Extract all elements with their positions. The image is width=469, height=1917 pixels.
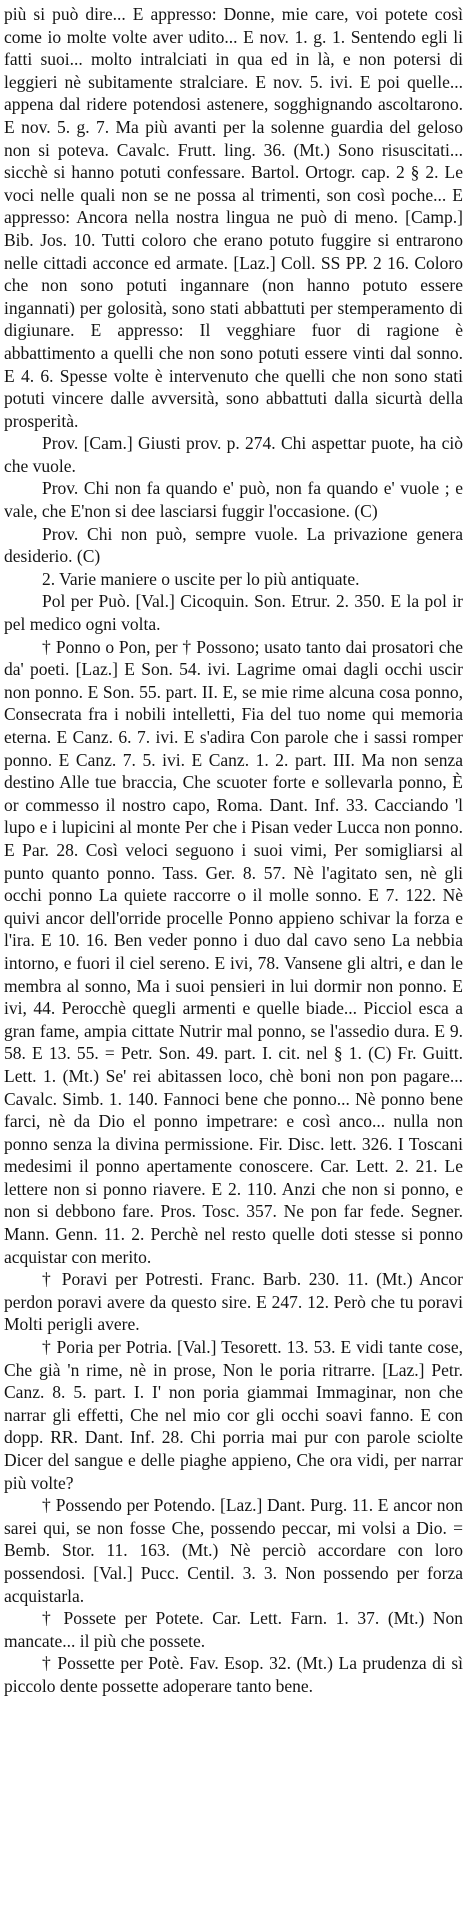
paragraph-text: † Possendo per Potendo. [Laz.] Dant. Purg. 11. E ancor non sarei qui, se non fosse Che, possendo peccar, mi volsi a Dio. = Bemb. Stor. 11. 163. (Mt.) Nè perciò accordare con loro possendosi. [Val.] Pucc. Centil. 3. 3. Non possendo per forza acquistarla.	[4, 1495, 463, 1606]
section-heading	[4, 568, 463, 591]
entry-paragraph	[4, 636, 463, 1269]
paragraph-text: Prov. Chi non può, sempre vuole. La privazione genera desiderio. (C)	[4, 523, 463, 567]
paragraph-text: Prov. [Cam.] Giusti prov. p. 274. Chi aspettar puote, ha ciò che vuole.	[4, 433, 463, 476]
section-heading-text: 2. Varie maniere o uscite per lo più antiquate.	[42, 568, 360, 589]
paragraph-text: † Poravi per Potresti. Franc. Barb. 230. 11. (Mt.) Ancor perdon poravi avere da questo sire. E 247. 12. Però che tu poravi Molti perigli avere.	[4, 1269, 463, 1335]
entry-paragraph	[4, 1336, 463, 1494]
paragraph-text: † Possette per Potè. Fav. Esop. 32. (Mt.) La prudenza di sì piccolo dente possette adoperare tanto bene.	[4, 1653, 463, 1696]
entry-paragraph	[4, 1607, 463, 1652]
paragraph-text: Prov. Chi non fa quando e' può, non fa quando e' vuole ; e vale, che E'non si dee lasciarsi fuggir l'occasione. (C)	[4, 478, 463, 522]
paragraph-text: più si può dire... E appresso: Donne, mie care, voi potete così come io molte volte aver udito... E nov. 1. g. 1. Sentendo egli li fatti suoi... molto intralciati in qua ed in là, e non potersi di leggieri nè subitamente stralciare. E nov. 5. ivi. E poi quelle... appena dal ridere potendosi astenere, sogghignando ascoltarono. E nov. 5. g. 7. Ma più avanti per la solenne guardia del geloso non si poteva. Cavalc. Frutt. ling. 36. (Mt.) Sono risuscitati... sicchè si hanno potuti confessare. Bartol. Ortogr. cap. 2 § 2. Le voci nelle quali non se ne possa al trimenti, son così poche... E appresso: Ancora nella nostra lingua ne può di meno. [Camp.] Bib. Jos. 10. Tutti coloro che erano potuto fuggire si entrarono nelle cittadi acconce ed armate. [Laz.] Coll. SS PP. 2 16. Coloro che non sono potuti ingannare (non hanno potuto essere ingannati) per golosità, sono stati abbattuti per stemperamento di digiunare. E appresso: Il vegghiare fuor di ragione è abbattimento a quelli che non sono potuti essere vinti dal sonno. E 4. 6. Spesse volte è intervenuto che quelli che non sono stati potuti vincere dalle avversità, sono abbattuti dalla sicurtà della prosperità.	[4, 4, 463, 431]
entry-paragraph	[4, 1652, 463, 1697]
paragraph-continuation	[4, 3, 463, 432]
paragraph-text: † Poria per Potria. [Val.] Tesorett. 13. 53. E vidi tante cose, Che già 'n rime, nè in prose, Non le poria ritrarre. [Laz.] Petr. Canz. 8. 5. part. I. I' non poria giammai Immaginar, non che narrar gli effetti, Che nel mio cor gli occhi soavi fanno. E con dopp. RR. Dant. Inf. 28. Chi porria mai pur con parole sciolte Dicer del sangue e delle piaghe appieno, Che ora vidi, per narrar più volte?	[4, 1337, 463, 1493]
entry-paragraph	[4, 590, 463, 635]
paragraph-text: † Ponno o Pon, per † Possono; usato tanto dai prosatori che da' poeti. [Laz.] E Son. 54. ivi. Lagrime omai dagli occhi uscir non ponno. E Son. 55. part. II. E, se mie rime alcuna cosa ponno, Consecrata fra i nobili intelletti, Fia del tuo nome qui memoria eterna. E Canz. 6. 7. ivi. E s'adira Con parole che i sassi romper ponno. E Canz. 7. 5. ivi. E Canz. 1. 2. part. III. Ma non senza destino Alle tue braccia, Che scuoter forte e sollevarla ponno, È or commesso il nostro capo, Roma. Dant. Inf. 33. Cacciando 'l lupo e i lupicini al monte Per che i Pisan veder Lucca non ponno. E Par. 28. Così veloci seguono i suoi vimi, Per somigliarsi al punto quanto ponno. Tass. Ger. 8. 57. Nè l'agitato sen, nè gli occhi ponno La quiete raccorre o il molle sonno. E 7. 122. Nè quivi ancor dell'orride procelle Ponno appieno schivar la forza e l'ira. E 10. 16. Ben veder ponno i duo dal cavo seno La nebbia intorno, e fuori il ciel sereno. E ivi, 78. Vansene gli altri, e dan le membra al sonno, Ma i suoi pensieri in lui dormir non ponno. E ivi, 44. Perocchè quegli armenti e quelle biade... Picciol esca a gran fame, ampia cittate Nutrir mal ponno, se l'assedio dura. E 9. 58. E 13. 55. = Petr. Son. 49. part. I. cit. nel § 1. (C) Fr. Guitt. Lett. 1. (Mt.) Se' rei abitassen loco, chè boni non pon pagare... Cavalc. Simb. 1. 140. Fannoci bene che ponno... Nè ponno bene farci, nè da Dio el ponno impetrare: e così anco... nulla non ponno senza la divina permissione. Fir. Disc. lett. 326. I Toscani medesimi il ponno apertamente conoscere. Car. Lett. 2. 21. Le lettere non si ponno riavere. E 2. 110. Anzi che non si ponno, e non si debbono fare. Pros. Tosc. 357. Ne pon far fede. Segner. Mann. Genn. 11. 2. Perchè nel resto quelle doti stesse si ponno acquistar con merito.	[4, 636, 463, 1267]
entry-paragraph	[4, 1268, 463, 1336]
proverb-paragraph	[4, 523, 463, 568]
proverb-paragraph	[4, 432, 463, 477]
paragraph-text: † Possete per Potete. Car. Lett. Farn. 1. 37. (Mt.) Non mancate... il più che possete.	[4, 1608, 463, 1651]
paragraph-text: Pol per Può. [Val.] Cicoquin. Son. Etrur. 2. 350. E la pol ir pel medico ogni volta.	[4, 591, 463, 635]
proverb-paragraph	[4, 477, 463, 522]
entry-paragraph	[4, 1494, 463, 1607]
